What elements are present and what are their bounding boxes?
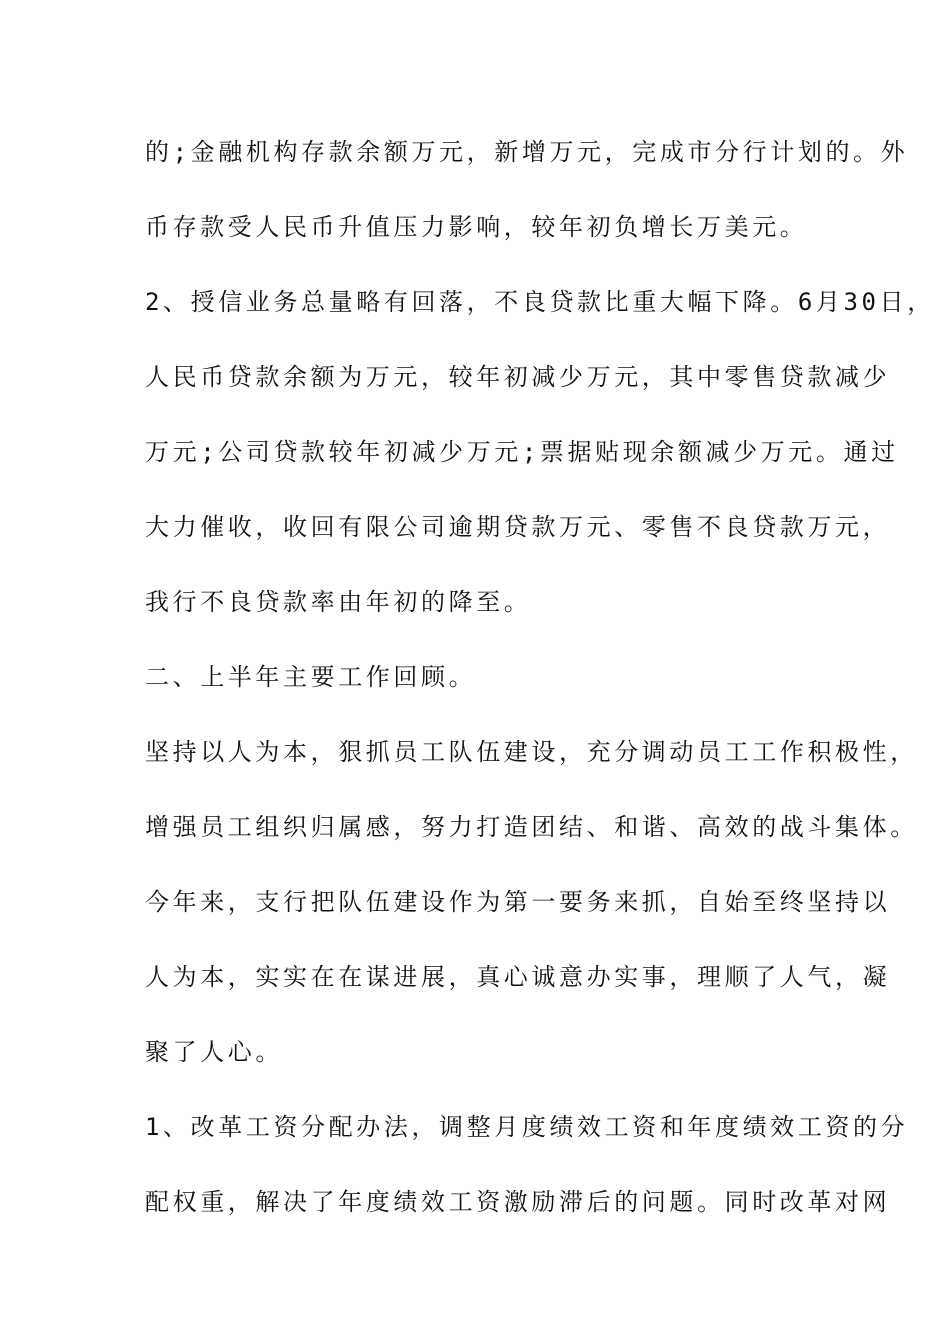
section-heading: 二、上半年主要工作回顾。: [145, 663, 477, 691]
text-line-1: 的;金融机构存款余额万元，新增万元，完成市分行计划的。外: [145, 138, 909, 166]
text-line-10: 增强员工组织归属感，努力打造团结、和谐、高效的战斗集体。: [145, 813, 918, 841]
text-line-3: 2、授信业务总量略有回落，不良贷款比重大幅下降。6月30日，: [145, 288, 935, 316]
text-line-7: 我行不良贷款率由年初的降至。: [145, 588, 532, 616]
text-line-6: 大力催收，收回有限公司逾期贷款万元、零售不良贷款万元，: [145, 513, 891, 541]
text-line-15: 配权重，解决了年度绩效工资激励滞后的问题。同时改革对网: [145, 1188, 891, 1216]
text-line-9: 坚持以人为本，狠抓员工队伍建设，充分调动员工工作积极性，: [145, 738, 918, 766]
text-line-5: 万元;公司贷款较年初减少万元;票据贴现余额减少万元。通过: [145, 438, 899, 466]
text-line-11: 今年来，支行把队伍建设作为第一要务来抓，自始至终坚持以: [145, 888, 891, 916]
text-line-12: 人为本，实实在在谋进展，真心诚意办实事，理顺了人气，凝: [145, 963, 891, 991]
text-line-13: 聚了人心。: [145, 1038, 283, 1066]
text-line-4: 人民币贷款余额为万元，较年初减少万元，其中零售贷款减少: [145, 363, 891, 391]
text-line-2: 币存款受人民币升值压力影响，较年初负增长万美元。: [145, 213, 808, 241]
text-line-14: 1、改革工资分配办法，调整月度绩效工资和年度绩效工资的分: [145, 1113, 909, 1141]
